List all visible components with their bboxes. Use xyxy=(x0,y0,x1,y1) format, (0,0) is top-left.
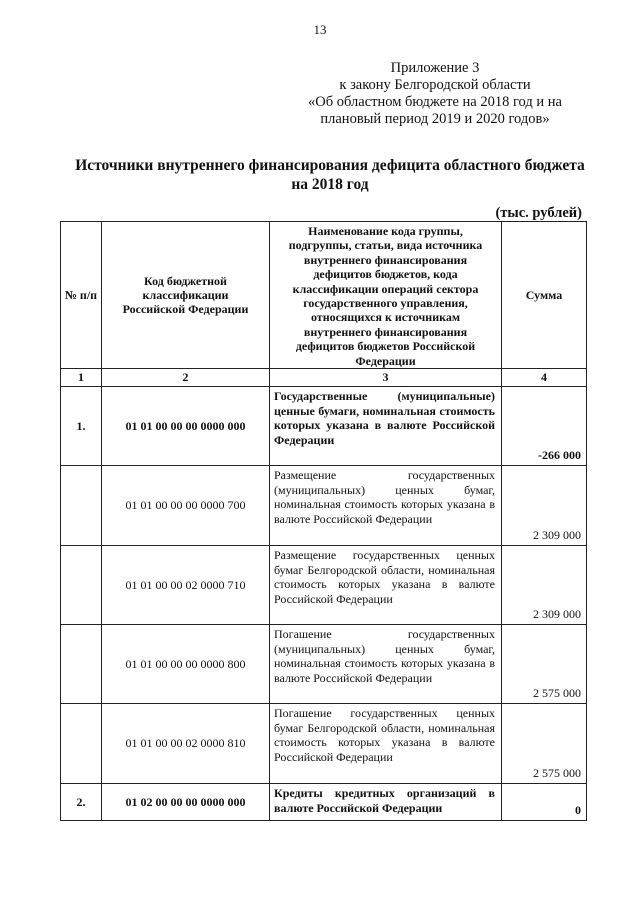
row-name: Погашение государственных ценных бумаг Белгородской области, номинальная стоимость которых указана в валюте Российской Федерации xyxy=(270,704,502,784)
appendix-line: к закону Белгородской области xyxy=(339,77,531,93)
row-amount: 2 309 000 xyxy=(502,546,587,625)
row-amount: -266 000 xyxy=(502,387,587,466)
header-num: № п/п xyxy=(61,222,102,369)
row-code: 01 01 00 00 02 0000 810 xyxy=(102,704,270,784)
table-header-row xyxy=(61,222,587,369)
header-name: Наименование кода группы, подгруппы, статьи, вида источника внутреннего финансирования дефицитов бюджетов, кода классификации операций сектора государственного управления, относящихся к источникам внутреннего финансирования дефицитов бюджетов Российской Федерации xyxy=(270,222,502,369)
table-row xyxy=(61,387,587,466)
column-number: 3 xyxy=(270,369,502,387)
row-code: 01 01 00 00 00 0000 800 xyxy=(102,625,270,704)
column-number-row xyxy=(61,369,587,387)
row-number xyxy=(61,466,102,546)
title-line: на 2018 год xyxy=(291,176,369,193)
table-row xyxy=(61,704,587,784)
column-number: 4 xyxy=(502,369,587,387)
row-name: Размещение государственных (муниципальных) ценных бумаг, номинальная стоимость которых указана в валюте Российской Федерации xyxy=(270,466,502,546)
appendix-line: плановый период 2019 и 2020 годов» xyxy=(320,111,550,127)
row-code: 01 01 00 00 00 0000 000 xyxy=(102,387,270,466)
row-amount: 2 309 000 xyxy=(502,466,587,546)
row-code: 01 01 00 00 02 0000 710 xyxy=(102,546,270,625)
row-amount: 2 575 000 xyxy=(502,625,587,704)
title-line: Источники внутреннего финансирования дефицита областного бюджета xyxy=(75,157,585,174)
units-label: (тыс. рублей) xyxy=(495,205,582,221)
table-row xyxy=(61,546,587,625)
row-amount: 2 575 000 xyxy=(502,704,587,784)
row-number xyxy=(61,704,102,784)
row-number: 2. xyxy=(61,784,102,821)
table-row xyxy=(61,466,587,546)
row-name: Кредиты кредитных организаций в валюте Российской Федерации xyxy=(270,784,502,821)
appendix-heading xyxy=(290,60,580,128)
row-code: 01 02 00 00 00 0000 000 xyxy=(102,784,270,821)
financing-sources-table xyxy=(60,221,587,821)
row-name: Погашение государственных (муниципальных) ценных бумаг, номинальная стоимость которых указана в валюте Российской Федерации xyxy=(270,625,502,704)
column-number: 1 xyxy=(61,369,102,387)
document-title xyxy=(60,156,600,194)
column-number: 2 xyxy=(102,369,270,387)
header-sum: Сумма xyxy=(502,222,587,369)
row-number: 1. xyxy=(61,387,102,466)
row-code: 01 01 00 00 00 0000 700 xyxy=(102,466,270,546)
table-row xyxy=(61,784,587,821)
row-name: Размещение государственных ценных бумаг Белгородской области, номинальная стоимость которых указана в валюте Российской Федерации xyxy=(270,546,502,625)
appendix-line: «Об областном бюджете на 2018 год и на xyxy=(308,94,562,110)
appendix-line: Приложение 3 xyxy=(390,60,480,76)
row-number xyxy=(61,546,102,625)
row-number xyxy=(61,625,102,704)
row-amount: 0 xyxy=(502,784,587,821)
page-number: 13 xyxy=(313,22,327,37)
table-row xyxy=(61,625,587,704)
row-name: Государственные (муниципальные) ценные бумаги, номинальная стоимость которых указана в валюте Российской Федерации xyxy=(270,387,502,466)
header-code: Код бюджетной классификации Российской Федерации xyxy=(102,222,270,369)
